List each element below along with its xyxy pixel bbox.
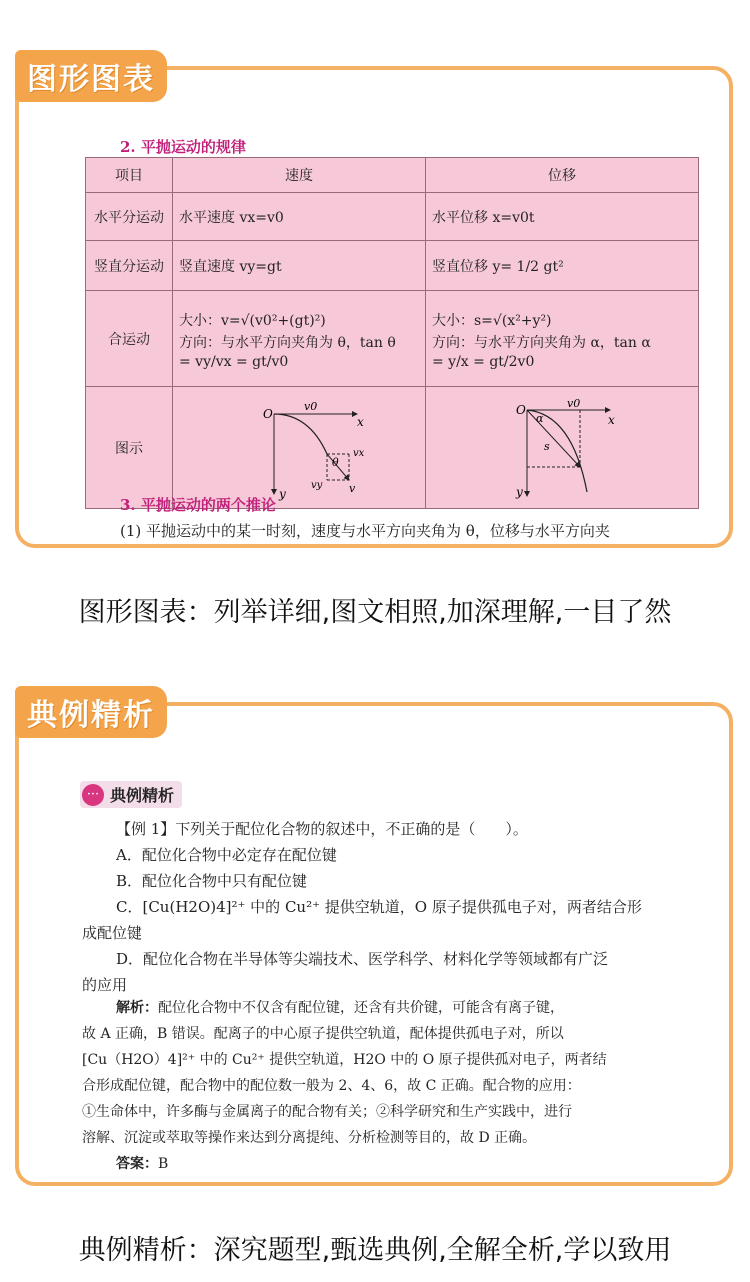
v-label: v: [349, 481, 356, 495]
origin-label: O: [516, 402, 526, 417]
cell-speed: 竖直速度 vy=gt: [173, 241, 426, 291]
row-label: 图示: [86, 387, 173, 509]
answer-value: B: [158, 1156, 169, 1172]
alpha-label: α: [536, 411, 544, 425]
trajectory-curve: [274, 414, 327, 454]
answer-label: 答案：: [116, 1156, 158, 1172]
analysis-line: 溶解、沉淀或萃取等操作来达到分离提纯、分析检测等目的，故 D 正确。: [82, 1130, 537, 1146]
chat-bubble-icon: ···: [82, 784, 104, 806]
table-heading: 2. 平抛运动的规律: [120, 138, 246, 156]
analysis-line: 配位化合物中不仅含有配位键，还含有共价键，可能含有离子键，: [158, 1000, 564, 1016]
inference-paragraph: (1) 平抛运动中的某一时刻，速度与水平方向夹角为 θ，位移与水平方向夹: [120, 522, 610, 540]
speed-direction: 方向：与水平方向夹角为 θ，tan θ: [179, 334, 396, 351]
cell-speed: [173, 291, 426, 387]
vy-label: vy: [311, 479, 323, 491]
cell-displacement: 竖直位移 y= 1/2 gt²: [426, 241, 699, 291]
projectile-table: [85, 157, 699, 509]
displacement-diagram-cell: [426, 387, 699, 509]
row-label: 水平分运动: [86, 193, 173, 241]
x-label: x: [608, 412, 615, 427]
example-badge: [80, 781, 182, 808]
table-row: [86, 291, 699, 387]
analysis-label: 解析：: [116, 1000, 158, 1016]
option-a: A．配位化合物中必定存在配位键: [116, 846, 337, 864]
section-tag-charts: 图形图表: [15, 50, 167, 102]
velocity-diagram-cell: [173, 387, 426, 509]
y-label: y: [516, 484, 523, 499]
displacement-diagram: [432, 392, 692, 504]
row-label: 竖直分运动: [86, 241, 173, 291]
inference-heading: 3. 平抛运动的两个推论: [120, 496, 276, 514]
y-label: y: [279, 486, 286, 501]
row-label: 合运动: [86, 291, 173, 387]
cell-displacement: [426, 291, 699, 387]
table-header-row: [86, 158, 699, 193]
table-row: [86, 387, 699, 509]
analysis-line: 合形成配位键，配合物中的配位数一般为 2、4、6，故 C 正确。配合物的应用：: [82, 1078, 581, 1094]
analysis-line: 故 A 正确，B 错误。配离子的中心原子提供空轨道，配体提供孤电子对，所以: [82, 1026, 564, 1042]
section1-caption: 图形图表：列举详细,图文相照,加深理解,一目了然: [78, 597, 672, 628]
option-c: C．[Cu(H2O)4]²⁺ 中的 Cu²⁺ 提供空轨道，O 原子提供孤电子对，两者结合形: [116, 898, 642, 916]
table-row: [86, 241, 699, 291]
section2-caption: 典例精析：深究题型,甄选典例,全解全析,学以致用: [78, 1235, 672, 1266]
option-b: B．配位化合物中只有配位键: [116, 872, 308, 890]
theta-label: θ: [332, 455, 339, 469]
cell-displacement: 水平位移 x=v0t: [426, 193, 699, 241]
disp-magnitude: 大小：s=√(x²+y²): [432, 312, 552, 329]
analysis-block: [82, 995, 696, 1177]
option-d: D．配位化合物在半导体等尖端技术、医学科学、材料化学等领域都有广泛: [116, 950, 609, 968]
header-displacement: 位移: [426, 158, 699, 193]
table-row: [86, 193, 699, 241]
speed-tan: = vy/vx = gt/v0: [179, 353, 289, 370]
displacement-arrow: [527, 410, 580, 467]
v0-label: v0: [304, 399, 318, 413]
vx-label: vx: [353, 447, 365, 459]
cell-speed: 水平速度 vx=v0: [173, 193, 426, 241]
option-c-cont: 成配位键: [82, 924, 143, 942]
header-item: 项目: [86, 158, 173, 193]
analysis-line: ①生命体中，许多酶与金属离子的配合物有关；②科学研究和生产实践中，进行: [82, 1104, 572, 1120]
v0-label: v0: [567, 396, 581, 410]
velocity-diagram: [179, 392, 419, 504]
speed-magnitude: 大小：v=√(v0²+(gt)²): [179, 312, 326, 329]
origin-label: O: [263, 406, 273, 421]
x-label: x: [357, 414, 364, 429]
header-speed: 速度: [173, 158, 426, 193]
disp-tan: = y/x = gt/2v0: [432, 353, 535, 370]
question-text: 【例 1】下列关于配位化合物的叙述中，不正确的是（ ）。: [116, 820, 528, 838]
option-d-cont: 的应用: [82, 976, 128, 994]
section-tag-examples: 典例精析: [15, 686, 167, 738]
analysis-line: [Cu（H2O）4]²⁺ 中的 Cu²⁺ 提供空轨道，H2O 中的 O 原子提供孤对电子，两者结: [82, 1052, 607, 1068]
example-badge-label: 典例精析: [110, 786, 175, 805]
s-label: s: [544, 439, 550, 453]
disp-direction: 方向：与水平方向夹角为 α，tan α: [432, 334, 651, 351]
